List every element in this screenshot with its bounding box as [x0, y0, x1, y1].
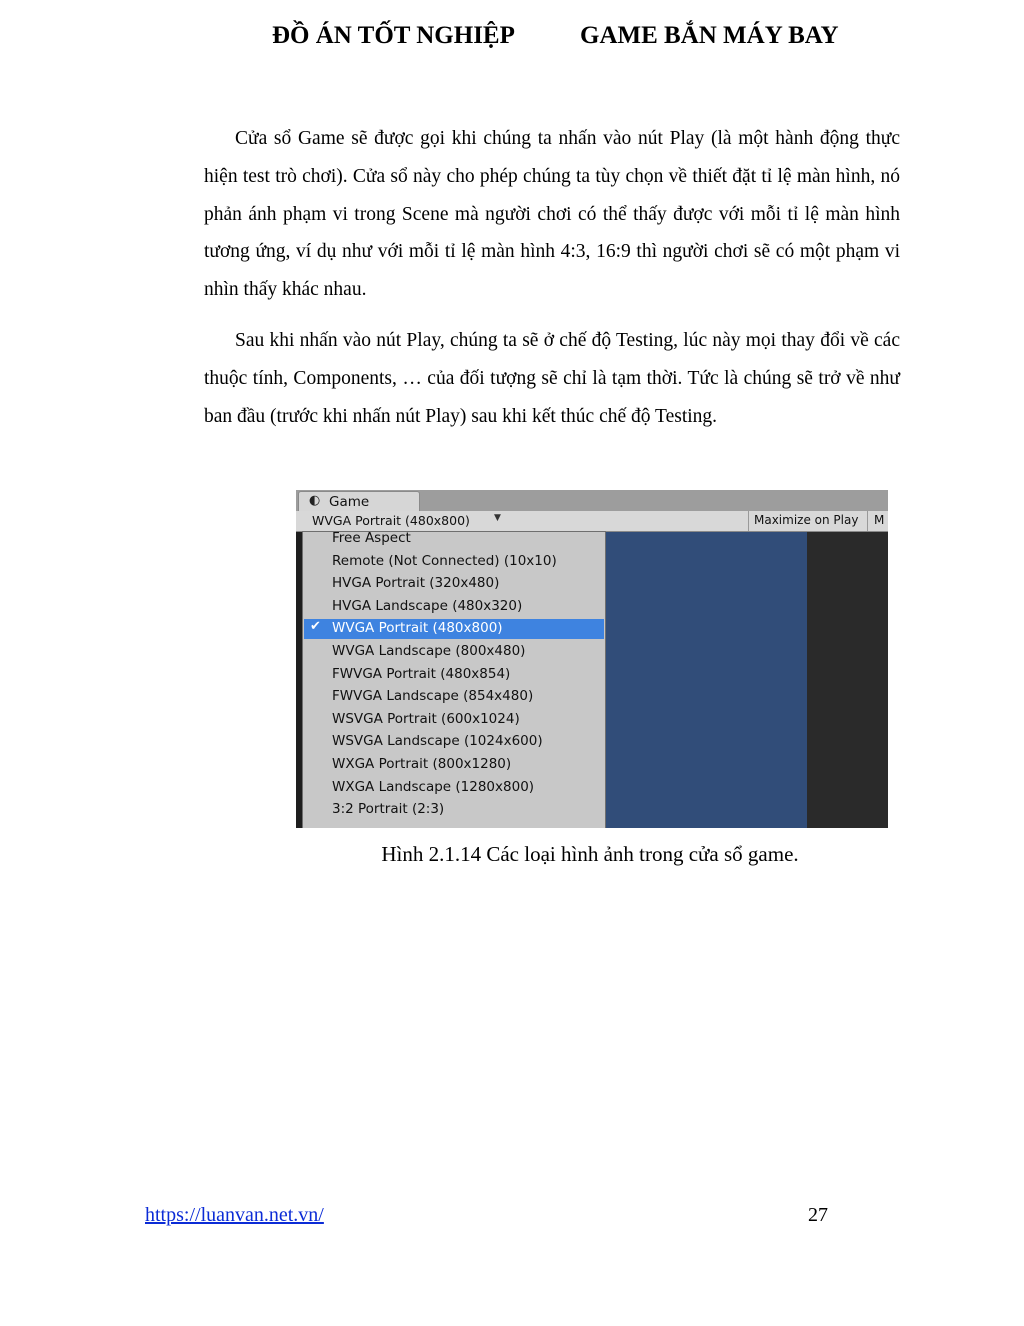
dropdown-option-label: WVGA Portrait (480x800) [332, 620, 503, 637]
dropdown-option-label: 3:2 Portrait (2:3) [332, 801, 445, 818]
dropdown-option[interactable] [304, 732, 604, 752]
dropdown-option-selected[interactable] [304, 619, 604, 639]
dropdown-option[interactable] [304, 642, 604, 662]
dropdown-option[interactable] [304, 800, 604, 820]
dropdown-option-label: HVGA Portrait (320x480) [332, 575, 500, 592]
header-right-title: GAME BẮN MÁY BAY [580, 22, 839, 49]
dropdown-option-label: HVGA Landscape (480x320) [332, 597, 523, 614]
dropdown-option[interactable] [304, 687, 604, 707]
dropdown-option[interactable] [304, 597, 604, 617]
page-number: 27 [808, 1204, 828, 1226]
dropdown-option-label: WSVGA Landscape (1024x600) [332, 733, 543, 750]
aspect-ratio-select[interactable] [298, 512, 506, 530]
dropdown-option-label: WVGA Landscape (800x480) [332, 643, 526, 659]
checkmark-icon: ✔ [310, 619, 321, 635]
dropdown-option[interactable] [304, 574, 604, 594]
tab-game[interactable] [298, 491, 420, 511]
aspect-ratio-dropdown [302, 531, 606, 828]
tab-label: Game [329, 494, 370, 510]
aspect-ratio-value: WVGA Portrait (480x800) [312, 513, 470, 528]
chevron-down-icon: ▼ [494, 513, 501, 523]
dropdown-option-label: FWVGA Portrait (480x854) [332, 665, 511, 682]
game-toolbar [296, 511, 888, 532]
dropdown-option-label: WXGA Landscape (1280x800) [332, 778, 535, 795]
figure-caption: Hình 2.1.14 Các loại hình ảnh trong cửa sổ game. [381, 842, 799, 866]
dropdown-option-label: FWVGA Landscape (854x480) [332, 688, 534, 705]
header-left-title: ĐỒ ÁN TỐT NGHIỆP [272, 22, 515, 49]
footer-link[interactable]: https://luanvan.net.vn/ [145, 1204, 324, 1226]
dropdown-option[interactable] [304, 665, 604, 685]
dropdown-option-label: WSVGA Portrait (600x1024) [332, 710, 520, 727]
dropdown-option-label: Free Aspect [332, 531, 411, 546]
dropdown-option-label: Remote (Not Connected) (10x10) [332, 552, 557, 569]
dropdown-option[interactable] [304, 778, 604, 798]
tab-bar [296, 490, 888, 511]
dropdown-option[interactable] [304, 531, 604, 549]
pacman-icon: ◐ [309, 493, 321, 508]
dropdown-option-label: WXGA Portrait (800x1280) [332, 756, 512, 772]
game-view-viewport [606, 532, 807, 828]
unity-game-window-screenshot [296, 490, 888, 828]
paragraph-1: Cửa sổ Game sẽ được gọi khi chúng ta nhấn vào nút Play (là một hành động thực hiện test trò chơi). Cửa sổ này cho phép chúng ta tùy chọn về thiết đặt tỉ lệ màn hình, nó phản ánh phạm vi trong Scene mà người chơi có thể thấy được với mỗi tỉ lệ màn hình tương ứng, ví dụ như với mỗi tỉ lệ màn hình 4:3, 16:9 thì người chơi sẽ có một phạm vi nhìn thấy khác nhau. [204, 128, 900, 301]
page-header [0, 22, 1024, 54]
maximize-on-play-button[interactable] [748, 511, 868, 531]
mute-button[interactable] [870, 511, 888, 531]
dropdown-option[interactable] [304, 552, 604, 572]
dropdown-option[interactable] [304, 755, 604, 775]
paragraph-2: Sau khi nhấn vào nút Play, chúng ta sẽ ở chế độ Testing, lúc này mọi thay đổi về các thuộc tính, Components, … của đối tượng sẽ chỉ là tạm thời. Tức là chúng sẽ trở về như ban đầu (trước khi nhấn nút Play) sau khi kết thúc chế độ Testing. [204, 330, 900, 427]
dropdown-option[interactable] [304, 710, 604, 730]
maximize-on-play-label: Maximize on Play [754, 513, 859, 527]
mute-button-label: M [874, 513, 885, 527]
